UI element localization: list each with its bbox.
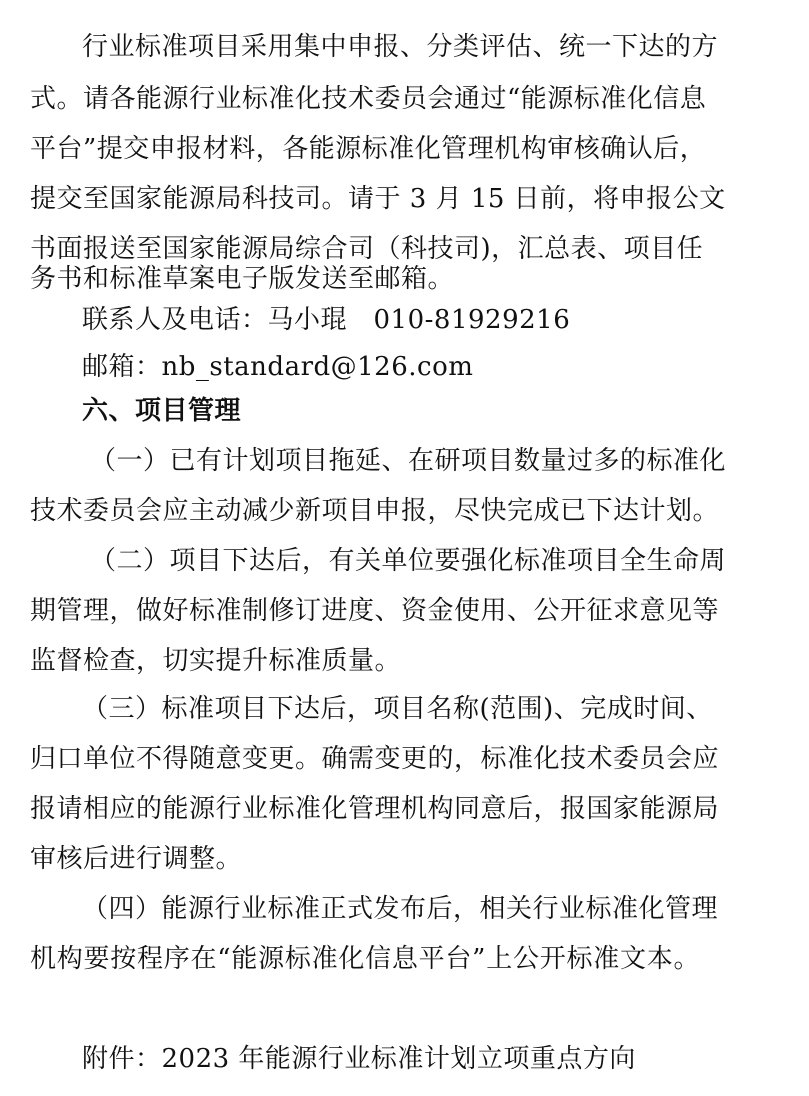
item3-line: （三）标准项目下达后，项目名称(范围)、完成时间、	[82, 694, 713, 724]
section-heading: 六、项目管理	[82, 396, 242, 426]
paragraph-line: 式。请各能源行业标准化技术委员会通过“能源标准化信息	[30, 84, 707, 114]
item4-line: 机构要按程序在“能源标准化信息平台”上公开标准文本。	[30, 944, 700, 974]
item2-line: （二）项目下达后，有关单位要强化标准项目全生命周	[90, 546, 727, 576]
paragraph-line: 平台”提交申报材料，各能源标准化管理机构审核确认后，	[30, 134, 707, 164]
paragraph-line: 书面报送至国家能源局综合司（科技司)，汇总表、项目任	[30, 234, 704, 264]
contact-line: 联系人及电话：马小琨 010-81929216	[82, 305, 571, 335]
item3-line: 归口单位不得随意变更。确需变更的，标准化技术委员会应	[30, 744, 720, 774]
attachment-line: 附件：2023 年能源行业标准计划立项重点方向	[82, 1044, 636, 1074]
item2-line: 期管理，做好标准制修订进度、资金使用、公开征求意见等	[30, 596, 720, 626]
item1-line: （一）已有计划项目拖延、在研项目数量过多的标准化	[90, 446, 727, 476]
item2-line: 监督检查，切实提升标准质量。	[30, 646, 402, 676]
item1-line: 技术委员会应主动减少新项目申报，尽快完成已下达计划。	[30, 496, 720, 526]
email-line: 邮箱：nb_standard@126.com	[82, 352, 474, 382]
item3-line: 审核后进行调整。	[30, 844, 243, 874]
item3-line: 报请相应的能源行业标准化管理机构同意后，报国家能源局	[30, 794, 720, 824]
paragraph-line: 行业标准项目采用集中申报、分类评估、统一下达的方	[82, 32, 719, 62]
paragraph-line: 务书和标准草案电子版发送至邮箱。	[30, 264, 455, 294]
item4-line: （四）能源行业标准正式发布后，相关行业标准化管理	[82, 894, 719, 924]
paragraph-line: 提交至国家能源局科技司。请于 3 月 15 日前，将申报公文	[30, 184, 726, 214]
